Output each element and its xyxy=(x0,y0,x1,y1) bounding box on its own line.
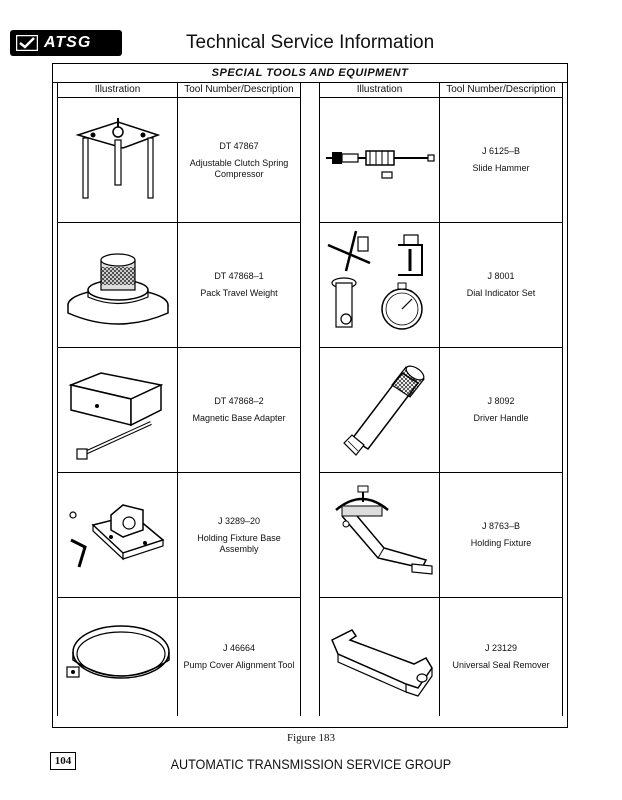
page-number: 104 xyxy=(50,752,76,770)
tool-number: J 8092 xyxy=(487,396,515,406)
tool-number: J 46664 xyxy=(222,643,256,653)
tool-description: Holding Fixture xyxy=(470,538,532,548)
section-title: SPECIAL TOOLS AND EQUIPMENT xyxy=(53,64,567,83)
dial-indicator-icon xyxy=(320,223,440,347)
tool-number: J 8001 xyxy=(487,271,515,281)
column-header-tool: Tool Number/Description xyxy=(446,84,556,95)
left-tools-table xyxy=(57,83,301,716)
tool-number: DT 47867 xyxy=(219,140,259,151)
table-row xyxy=(320,348,562,473)
tool-description: Universal Seal Remover xyxy=(452,660,550,670)
tool-number: J 23129 xyxy=(484,643,518,653)
table-row xyxy=(320,98,562,223)
atsg-logo xyxy=(10,30,122,56)
footer-text: AUTOMATIC TRANSMISSION SERVICE GROUP xyxy=(170,756,452,772)
tool-number: J 6125–B xyxy=(481,146,521,156)
logo-text: ATSG xyxy=(44,34,92,51)
tool-description: Slide Hammer xyxy=(472,163,530,173)
table-row xyxy=(58,98,300,223)
tool-description: Magnetic Base Adapter xyxy=(192,413,286,423)
table-row xyxy=(320,598,562,716)
tools-frame xyxy=(52,63,568,728)
seal-remover-icon xyxy=(320,598,440,716)
left-table-header xyxy=(58,83,300,98)
page-title: Technical Service Information xyxy=(186,32,435,53)
table-row xyxy=(58,598,300,716)
tool-description: Pack Travel Weight xyxy=(200,288,278,298)
tool-number: DT 47868–2 xyxy=(214,396,264,406)
checkmark-icon xyxy=(16,35,38,51)
tool-number: J 3289–20 xyxy=(217,515,261,526)
fixture-base-icon xyxy=(58,473,178,597)
travel-weight-icon xyxy=(58,223,178,347)
tool-number: J 8763–B xyxy=(481,521,521,531)
tool-description: Driver Handle xyxy=(473,413,529,423)
column-header-illustration: Illustration xyxy=(58,83,178,97)
alignment-ring-icon xyxy=(58,598,178,716)
table-row xyxy=(58,348,300,473)
spring-compressor-icon xyxy=(58,98,178,222)
column-header-tool: Tool Number/Description xyxy=(184,84,294,95)
table-row xyxy=(58,473,300,598)
right-tools-table xyxy=(319,83,563,716)
driver-handle-icon xyxy=(320,348,440,472)
table-row xyxy=(58,223,300,348)
table-row xyxy=(320,473,562,598)
table-row xyxy=(320,223,562,348)
holding-fixture-icon xyxy=(320,473,440,597)
tool-number: DT 47868–1 xyxy=(214,271,264,281)
tool-description: Adjustable Clutch Spring Compressor xyxy=(189,157,289,179)
figure-caption: Figure 183 xyxy=(287,732,335,744)
tool-description: Holding Fixture Base Assembly xyxy=(197,532,281,554)
footer xyxy=(0,756,622,772)
magnetic-base-icon xyxy=(58,348,178,472)
slide-hammer-icon xyxy=(320,98,440,222)
tool-description: Dial Indicator Set xyxy=(466,288,536,298)
tool-description: Pump Cover Alignment Tool xyxy=(183,660,295,670)
right-table-header xyxy=(320,83,562,98)
column-header-illustration: Illustration xyxy=(320,83,440,97)
